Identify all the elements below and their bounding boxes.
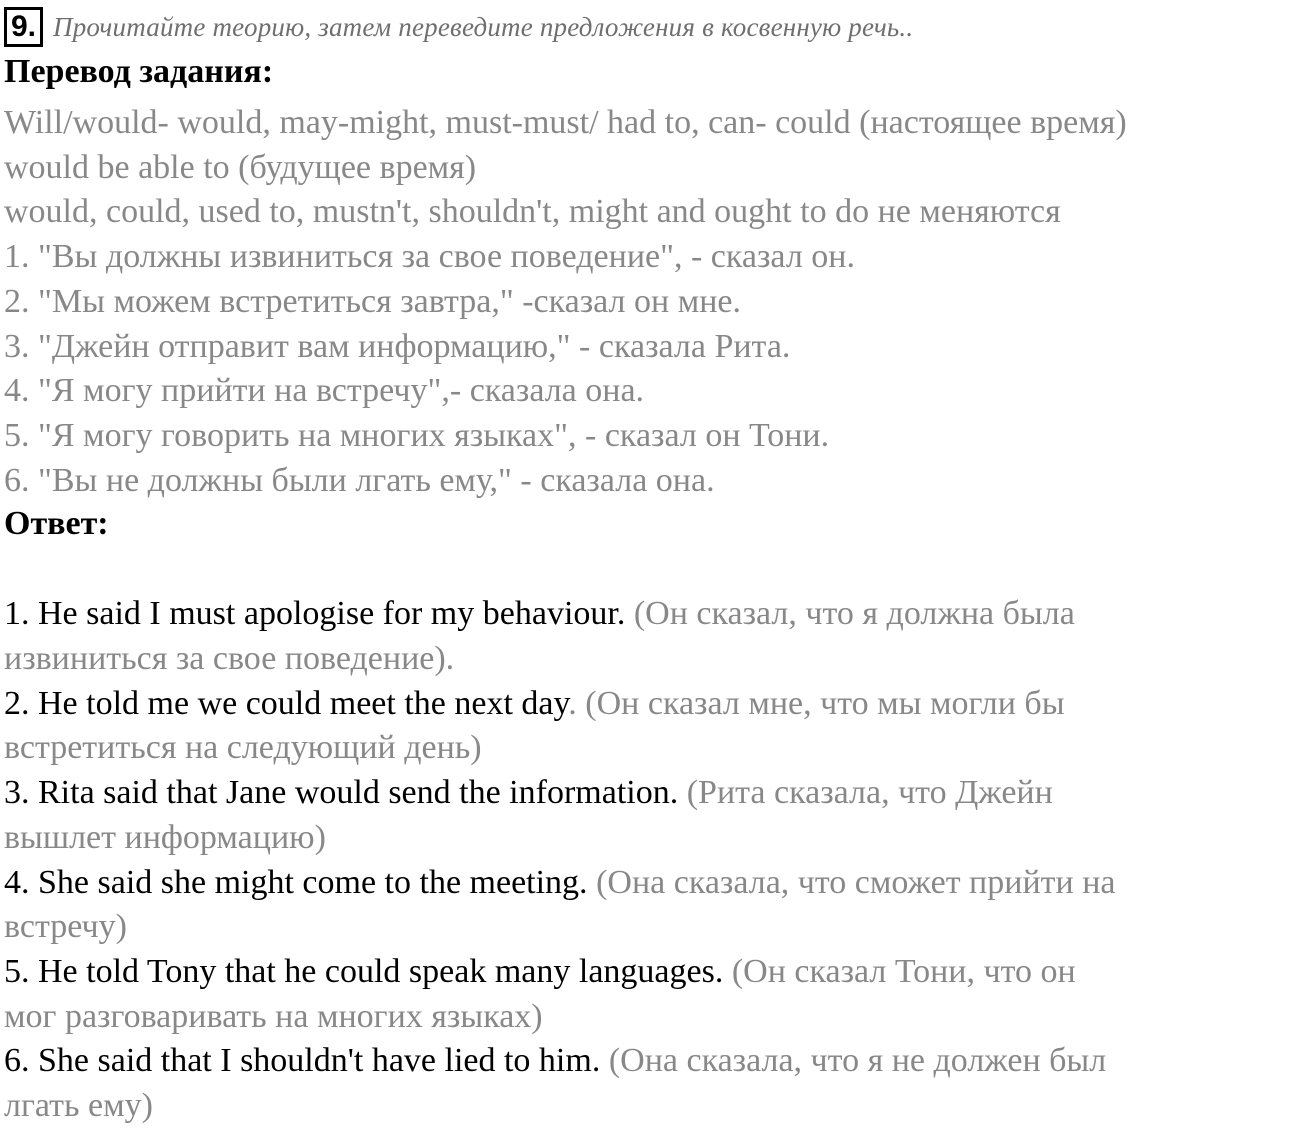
sentence-item: 6. "Вы не должны были лгать ему," - сказала она.	[4, 461, 715, 499]
theory-block	[4, 101, 1290, 235]
answer-english: 5. He told Tony that he could speak many languages.	[4, 952, 724, 990]
task-instruction: Прочитайте теорию, затем переведите предложения в косвенную речь..	[53, 11, 914, 42]
answer-russian: (Он сказал Тони, что он	[723, 952, 1076, 990]
answer-russian-continued: извиниться за свое поведение).	[4, 640, 455, 678]
translation-heading: Перевод задания:	[4, 53, 274, 90]
answer-item	[4, 1039, 1290, 1128]
answer-english: 3. Rita said that Jane would send the information.	[4, 774, 679, 812]
answer-russian-continued: встретиться на следующий день)	[4, 729, 482, 767]
answer-english: 2. He told me we could meet the next day	[4, 684, 569, 722]
answer-russian-continued: вышлет информацию)	[4, 818, 326, 856]
theory-line: would, could, used to, mustn't, shouldn't, might and ought to do не меняются	[4, 193, 1061, 231]
answer-item	[4, 861, 1290, 950]
document-page	[4, 0, 1290, 1129]
answer-russian-continued: мог разговаривать на многих языках)	[4, 997, 543, 1035]
sentence-item: 5. "Я могу говорить на многих языках", - сказал он Тони.	[4, 416, 830, 454]
sentence-item: 1. "Вы должны извиниться за свое поведение", - сказал он.	[4, 238, 855, 276]
task-number-box: 9.	[4, 7, 43, 47]
answer-russian: (Она сказала, что сможет прийти на	[587, 863, 1116, 901]
answer-item	[4, 592, 1290, 681]
answer-heading: Ответ:	[4, 505, 109, 543]
answer-russian-continued: встречу)	[4, 908, 127, 946]
sentence-item: 2. "Мы можем встретиться завтра," -сказал он мне.	[4, 282, 741, 320]
theory-line: Will/would- would, may-might, must-must/ had to, can- could (настоящее время)	[4, 104, 1127, 141]
answer-russian: (Она сказала, что я не должен был	[600, 1042, 1107, 1080]
blank-line	[4, 546, 1290, 592]
sentence-item: 3. "Джейн отправит вам информацию," - сказала Рита.	[4, 327, 791, 365]
task-header	[4, 0, 1290, 56]
answer-russian: (Он сказал, что я должна была	[625, 595, 1075, 633]
answer-item	[4, 682, 1290, 771]
answer-english: 4. She said she might come to the meeting.	[4, 863, 588, 901]
sentence-item: 4. "Я могу прийти на встречу",- сказала она.	[4, 372, 645, 410]
answer-english: 6. She said that I shouldn't have lied to him.	[4, 1042, 601, 1080]
answer-russian-continued: лгать ему)	[4, 1087, 153, 1125]
answer-item	[4, 771, 1290, 860]
answer-russian: . (Он сказал мне, что мы могли бы	[568, 684, 1065, 722]
answer-item	[4, 950, 1290, 1039]
answer-list	[4, 592, 1290, 1128]
answer-english: 1. He said I must apologise for my behaviour.	[4, 595, 626, 633]
translated-sentences	[4, 235, 1290, 503]
theory-line: would be able to (будущее время)	[4, 148, 477, 186]
answer-russian: (Рита сказала, что Джейн	[678, 774, 1053, 812]
